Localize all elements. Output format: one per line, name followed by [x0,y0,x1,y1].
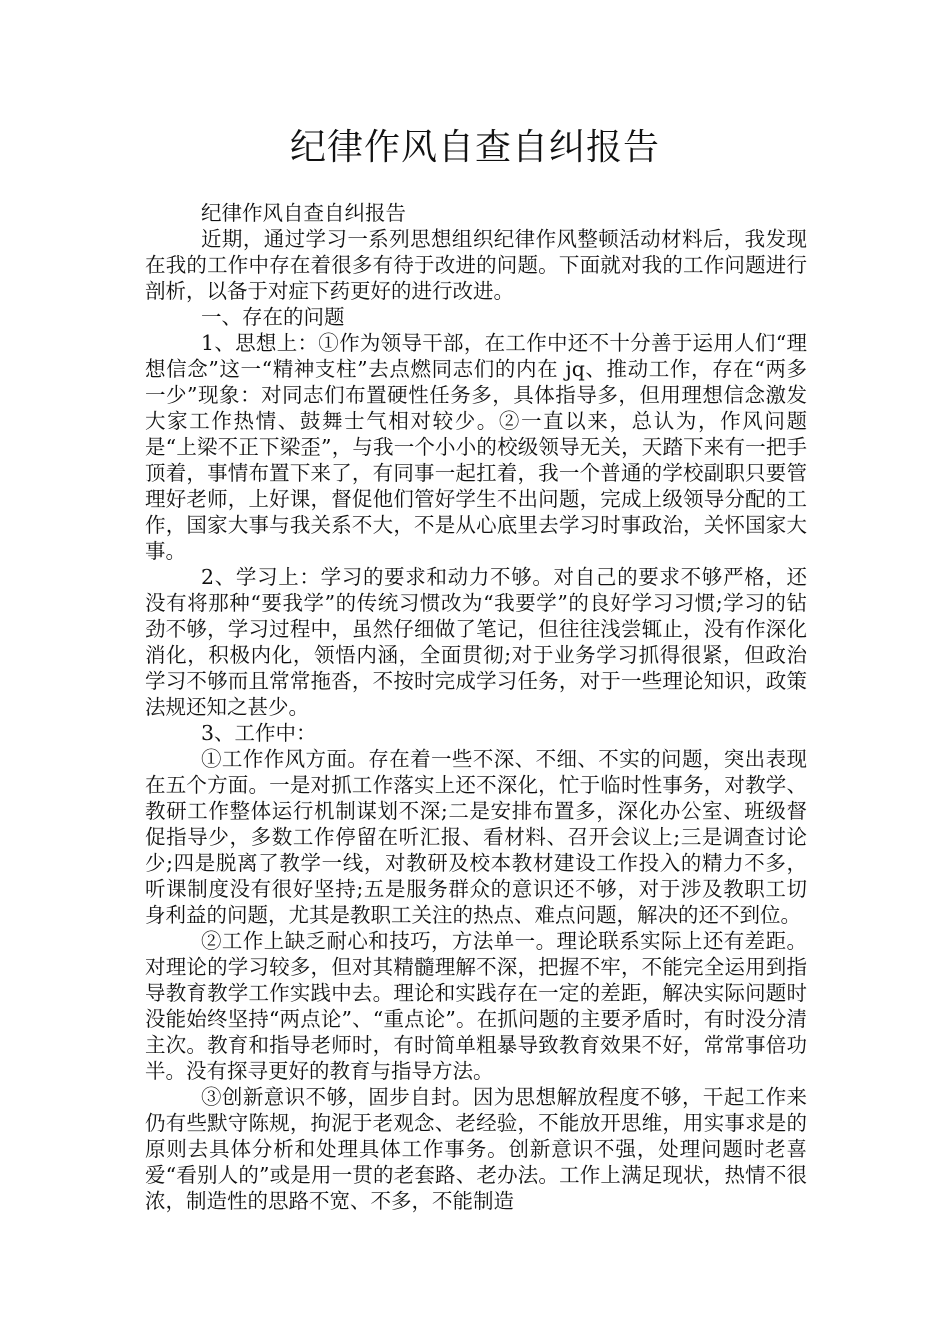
section-heading-problems: 一、存在的问题 [201,305,345,329]
paragraph-intro: 近期，通过学习一系列思想组织纪律作风整顿活动材料后，我发现在我的工作中存在着很多有待于改进的问题。下面就对我的工作问题进行剖析，以备于对症下药更好的进行改进。 [145,227,807,303]
paragraph-work-method: ②工作上缺乏耐心和技巧，方法单一。理论联系实际上还有差距。对理论的学习较多，但对其精髓理解不深，把握不牢，不能完全运用到指导教育教学工作实践中去。理论和实践存在一定的差距，解决实际问题时没能始终坚持“两点论”、“重点论”。在抓问题的主要矛盾时，有时没分清主次。教育和指导老师时，有时简单粗暴导致教育效果不好，常常事倍功半。没有探寻更好的教育与指导方法。 [145,929,807,1083]
paragraph-innovation: ③创新意识不够，固步自封。因为思想解放程度不够，干起工作来仍有些默守陈规，拘泥于老观念、老经验，不能放开思维，用实事求是的原则去具体分析和处理具体工作事务。创新意识不强，处理问题时老喜爱“看别人的”或是用一贯的老套路、老办法。工作上满足现状，热情不很浓，制造性的思路不宽、不多，不能制造 [145,1085,807,1213]
paragraph-work-style: ①工作作风方面。存在着一些不深、不细、不实的问题，突出表现在五个方面。一是对抓工作落实上还不深化，忙于临时性事务，对教学、教研工作整体运行机制谋划不深;二是安排布置多，深化办公室、班级督促指导少，多数工作停留在听汇报、看材料、召开会议上;三是调查讨论少;四是脱离了教学一线，对教研及校本教材建设工作投入的精力不多，听课制度没有很好坚持;五是服务群众的意识还不够，对于涉及教职工切身利益的问题，尤其是教职工关注的热点、难点问题，解决的还不到位。 [145,747,807,927]
paragraph-thought: 1、思想上：①作为领导干部，在工作中还不十分善于运用人们“理想信念”这一“精神支柱”去点燃同志们的内在 jq、推动工作，存在“两多一少”现象：对同志们布置硬性任务多，具体指导多，但用理想信念激发大家工作热情、鼓舞士气相对较少。②一直以来，总认为，作风问题是“上梁不正下梁歪”，与我一个小小的校级领导无关，天踏下来有一把手顶着，事情布置下来了，有同事一起扛着，我一个普通的学校副职只要管理好老师，上好课，督促他们管好学生不出问题，完成上级领导分配的工作，国家大事与我关系不大，不是从心底里去学习时事政治，关怀国家大事。 [145,331,807,563]
document-body [145,200,807,1214]
paragraph-subtitle: 纪律作风自查自纠报告 [201,201,406,225]
paragraph-work-heading: 3、工作中： [201,721,317,745]
document-title: 纪律作风自查自纠报告 [289,127,660,168]
paragraph-study: 2、学习上：学习的要求和动力不够。对自己的要求不够严格，还没有将那种“要我学”的传统习惯改为“我要学”的良好学习习惯;学习的钻劲不够，学习过程中，虽然仔细做了笔记，但往往浅尝辄止，没有作深化消化，积极内化，领悟内涵，全面贯彻;对于业务学习抓得很紧，但政治学习不够而且常常拖沓，不按时完成学习任务，对于一些理论知识，政策法规还知之甚少。 [145,565,807,719]
